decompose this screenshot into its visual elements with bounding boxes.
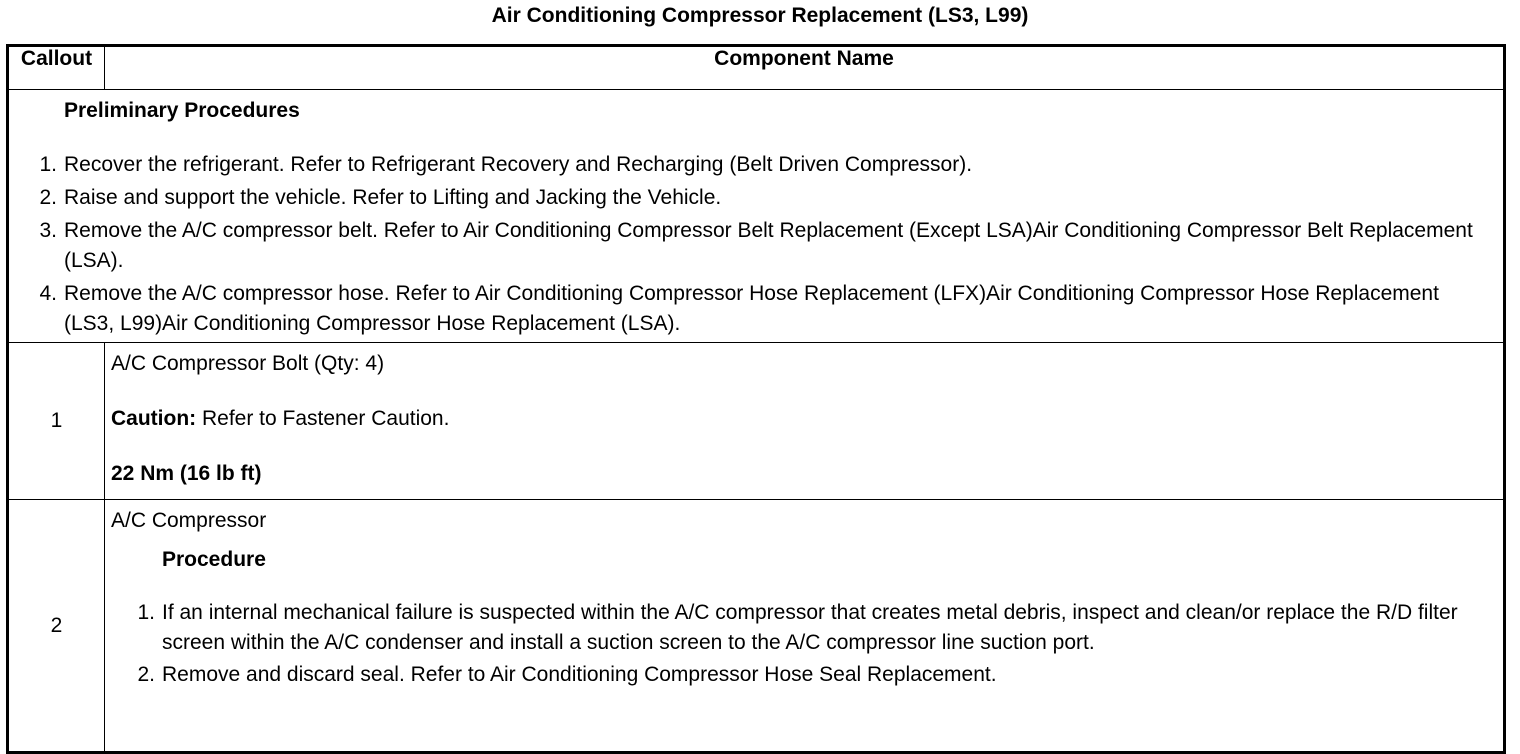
component-cell	[105, 500, 1505, 753]
callout-number: 1	[8, 343, 105, 500]
table-header-row	[8, 46, 1505, 90]
callout-header: Callout	[8, 46, 105, 90]
list-item	[31, 279, 1481, 339]
step-text: Remove and discard seal. Refer to Air Conditioning Compressor Hose Seal Replacement.	[162, 663, 997, 686]
torque-value: 22 Nm (16 lb ft)	[111, 462, 262, 485]
step-number: 2.	[137, 663, 155, 686]
table-row	[8, 500, 1505, 753]
preliminary-row	[8, 90, 1505, 343]
step-number: 1.	[137, 601, 155, 624]
list-item	[31, 183, 1481, 213]
callout-number: 2	[8, 500, 105, 753]
preliminary-steps	[31, 150, 1481, 339]
caution-text: Refer to Fastener Caution.	[196, 407, 450, 430]
table-row	[8, 343, 1505, 500]
component-name-header: Component Name	[105, 46, 1505, 90]
step-text: Raise and support the vehicle. Refer to Lifting and Jacking the Vehicle.	[64, 186, 722, 209]
procedure-steps	[125, 598, 1467, 690]
step-text: Remove the A/C compressor belt. Refer to Air Conditioning Compressor Belt Replacement (Except LSA)Air Conditioning Compressor Belt Replacement (LSA).	[64, 219, 1473, 272]
list-item	[125, 598, 1467, 658]
step-number: 1.	[39, 153, 57, 176]
component-cell	[105, 343, 1505, 500]
step-text: If an internal mechanical failure is suspected within the A/C compressor that creates metal debris, inspect and clean/or replace the R/D filter screen within the A/C condenser and install a suction screen to the A/C compressor line suction port.	[162, 601, 1458, 654]
list-item	[125, 660, 1467, 690]
procedure-block	[111, 546, 1497, 690]
list-item	[31, 150, 1481, 180]
step-number: 4.	[39, 282, 57, 305]
caution-label: Caution:	[111, 407, 197, 430]
preliminary-procedures	[8, 90, 1505, 343]
caution-note	[111, 404, 1497, 434]
component-name: A/C Compressor Bolt (Qty: 4)	[111, 352, 385, 375]
procedure-heading: Procedure	[162, 548, 266, 571]
step-number: 2.	[39, 186, 57, 209]
page-title: Air Conditioning Compressor Replacement (LS3, L99)	[491, 4, 1029, 27]
step-text: Remove the A/C compressor hose. Refer to Air Conditioning Compressor Hose Replacement (LFX)Air Conditioning Compressor Hose Replacement (LS3, L99)Air Conditioning Compressor Hose Replacement (LSA).	[64, 282, 1439, 335]
step-text: Recover the refrigerant. Refer to Refrigerant Recovery and Recharging (Belt Driven Compressor).	[64, 153, 973, 176]
procedure-table	[6, 44, 1506, 754]
component-name: A/C Compressor	[111, 509, 267, 532]
torque-spec	[111, 459, 1497, 489]
list-item	[31, 216, 1481, 276]
step-number: 3.	[39, 219, 57, 242]
preliminary-heading: Preliminary Procedures	[64, 99, 300, 122]
